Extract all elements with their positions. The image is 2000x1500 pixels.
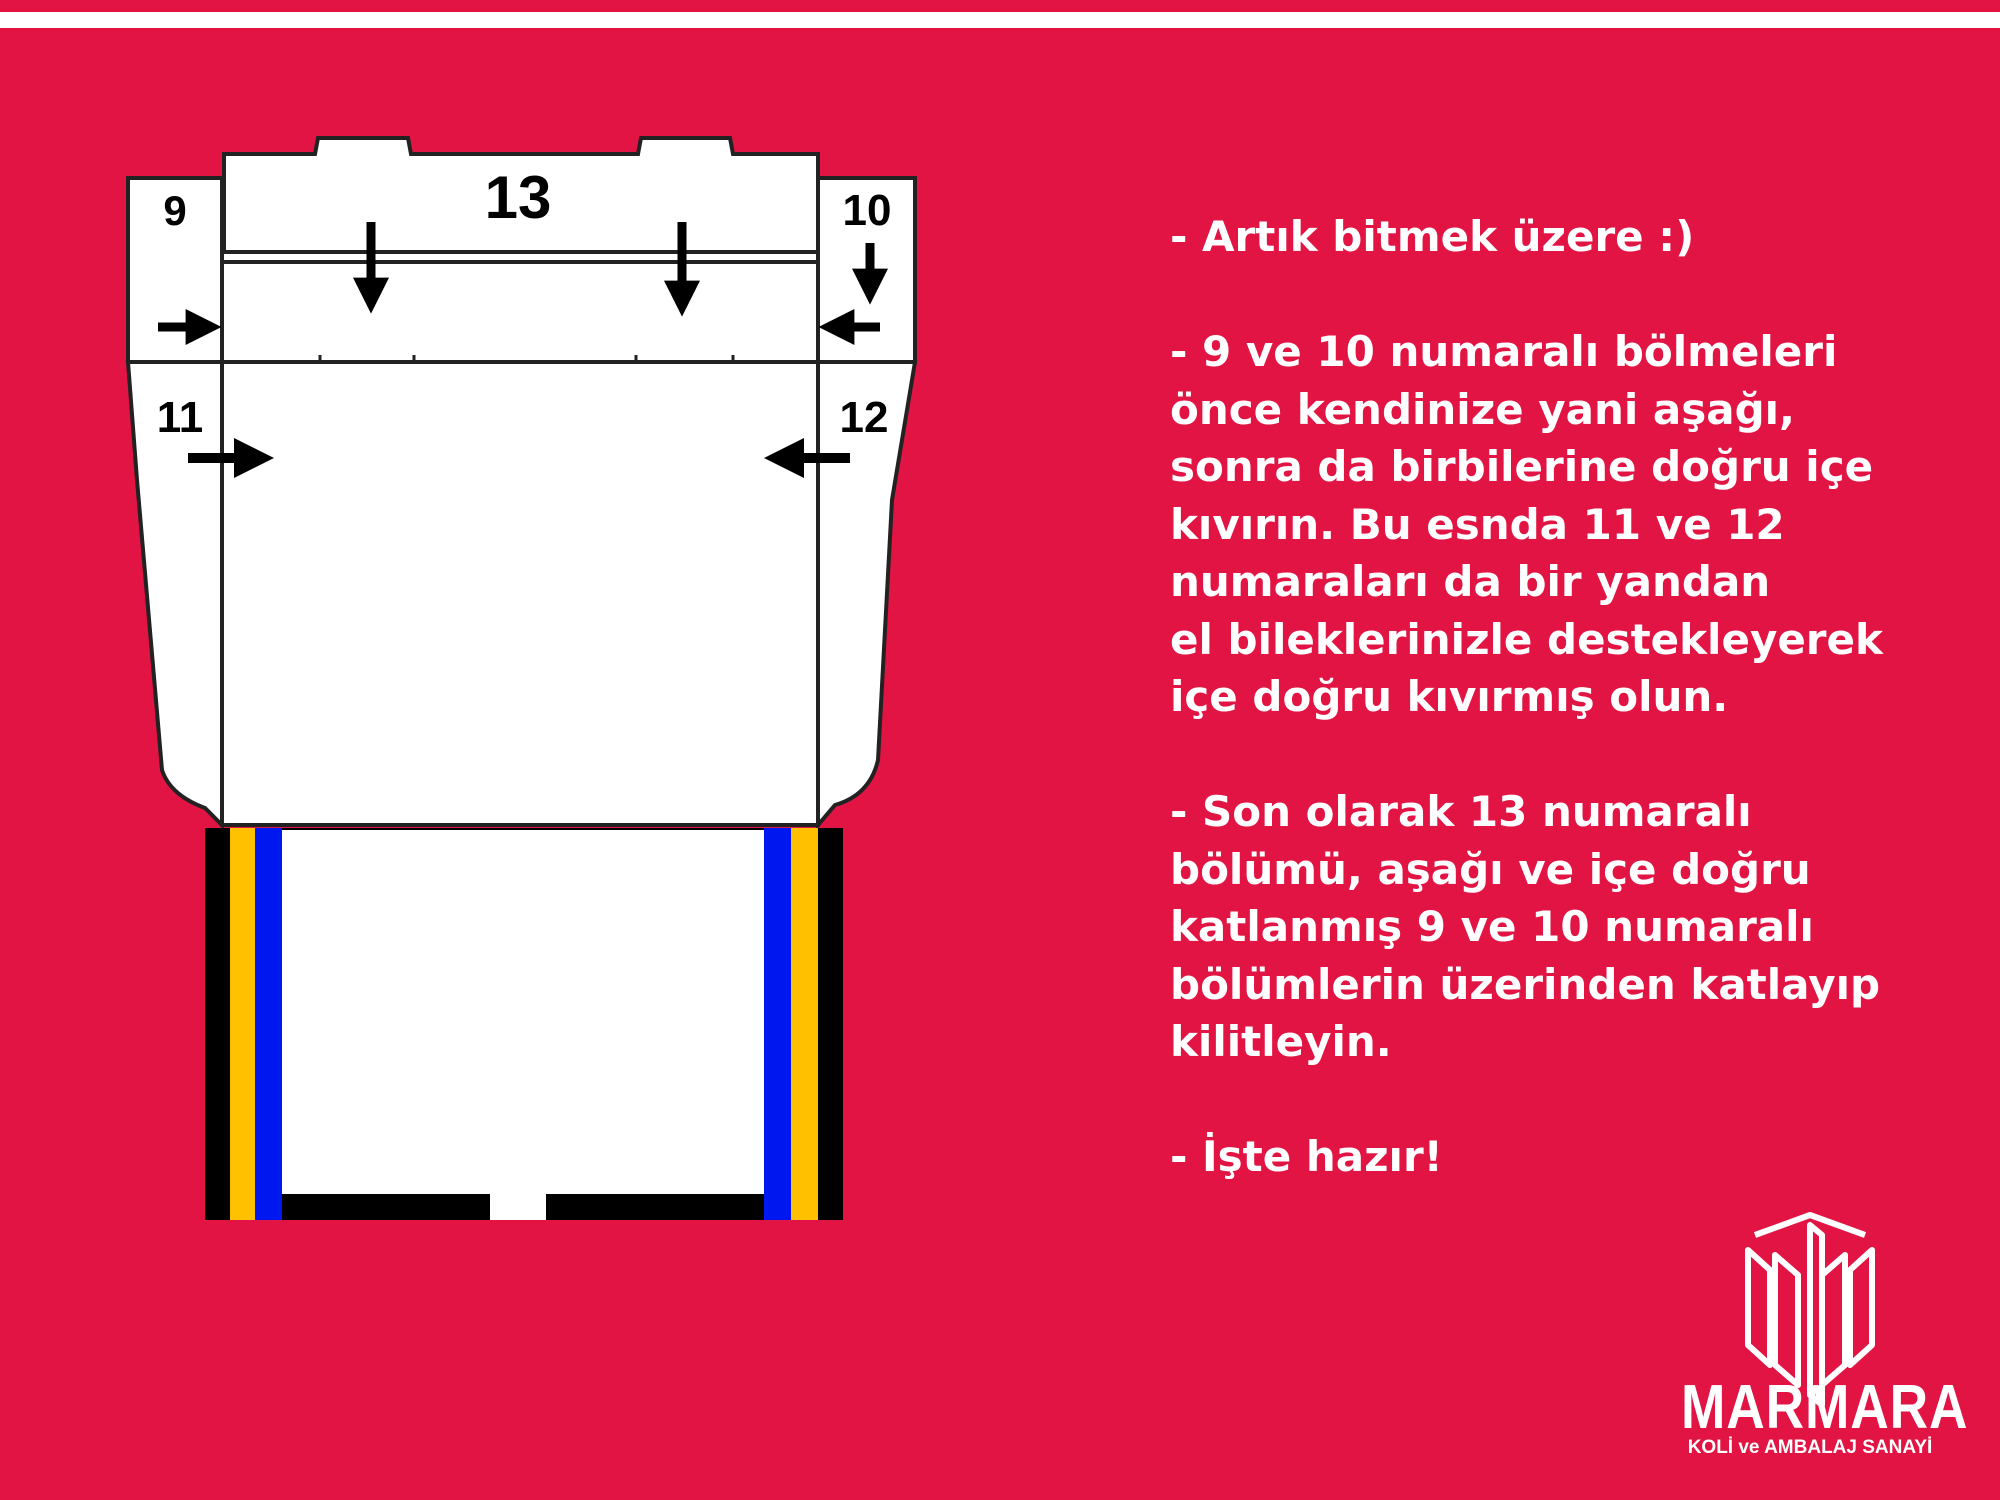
label-13: 13 xyxy=(484,164,552,231)
instruction-para3-line: kilitleyin. xyxy=(1170,1017,1392,1066)
box-fold-diagram xyxy=(0,0,1000,1300)
instruction-line-1: - Artık bitmek üzere :) xyxy=(1170,212,1695,261)
main-panel xyxy=(222,362,818,825)
fold-strip xyxy=(222,252,818,362)
blue-strip-right xyxy=(764,828,791,1220)
label-10: 10 xyxy=(842,186,892,235)
yellow-strip-left xyxy=(230,828,255,1220)
instruction-para2-line: içe doğru kıvırmış olun. xyxy=(1170,672,1729,721)
instruction-para2-line: sonra da birbilerine doğru içe xyxy=(1170,442,1874,491)
label-12: 12 xyxy=(839,393,889,442)
label-9: 9 xyxy=(163,187,187,234)
blue-strip-left xyxy=(255,828,282,1220)
inner-white xyxy=(282,830,764,1194)
label-11: 11 xyxy=(156,393,204,442)
instruction-para2-line: kıvırın. Bu esnda 11 ve 12 xyxy=(1170,499,1785,549)
instruction-para2-line: - 9 ve 10 numaralı bölmeleri xyxy=(1170,327,1838,376)
instruction-para3-line: bölümlerin üzerinden katlayıp xyxy=(1170,959,1881,1009)
bottom-notch xyxy=(490,1192,546,1220)
instruction-para3-line: - Son olarak 13 numaralı xyxy=(1170,787,1752,836)
instruction-text xyxy=(1170,208,1970,1186)
instruction-para2-line: önce kendinize yani aşağı, xyxy=(1170,384,1795,434)
brand-tagline: KOLİ ve AMBALAJ SANAYİ xyxy=(1687,1437,1933,1458)
yellow-strip-right xyxy=(791,828,818,1220)
instruction-para2-line: numaraları da bir yandan xyxy=(1170,557,1771,606)
instruction-para3-line: bölümü, aşağı ve içe doğru xyxy=(1170,844,1811,894)
instruction-para3-line: katlanmış 9 ve 10 numaralı xyxy=(1170,902,1814,951)
instruction-para2-line: el bileklerinizle destekleyerek xyxy=(1170,614,1883,664)
instruction-line-4: - İşte hazır! xyxy=(1170,1132,1443,1181)
brand-name: MARMARA xyxy=(1681,1373,1969,1442)
